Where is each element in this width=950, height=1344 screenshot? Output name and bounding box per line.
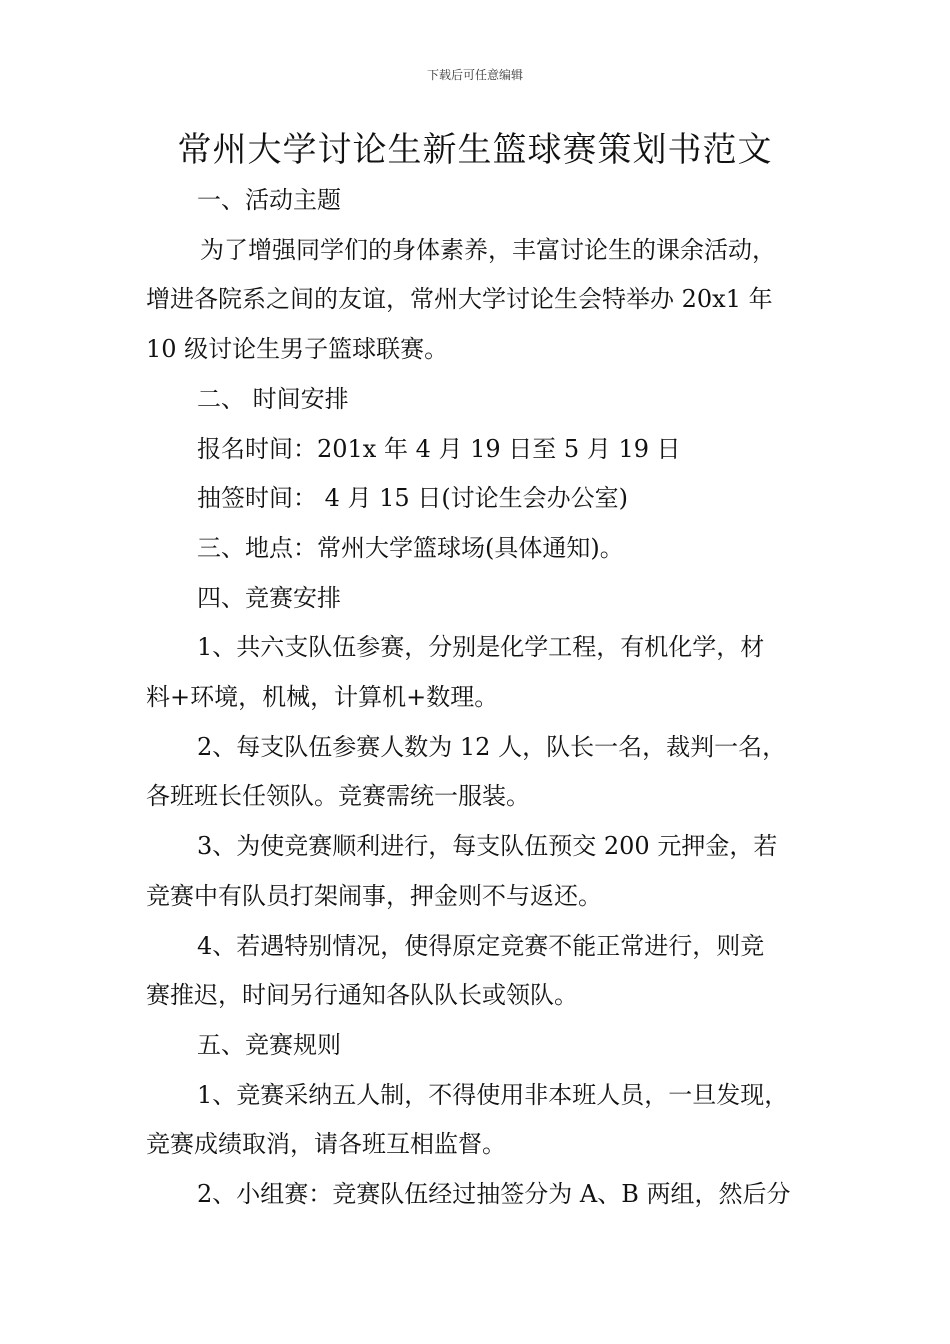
paragraph-line: 2、小组赛：竞赛队伍经过抽签分为 A、B 两组，然后分 — [197, 1180, 791, 1209]
section-heading-schedule: 二、 时间安排 — [197, 384, 349, 413]
paragraph-line: 竞赛成绩取消，请各班互相监督。 — [146, 1130, 506, 1159]
header-note: 下载后可任意编辑 — [426, 68, 523, 82]
section-heading-location: 三、地点：常州大学篮球场(具体通知)。 — [197, 533, 624, 562]
paragraph-line: 为了增强同学们的身体素养，丰富讨论生的课余活动， — [200, 235, 776, 264]
paragraph-line: 增进各院系之间的友谊，常州大学讨论生会特举办 20x1 年 — [146, 285, 773, 314]
paragraph-line: 竞赛中有队员打架闹事，押金则不与返还。 — [146, 881, 602, 910]
paragraph-line: 报名时间：201x 年 4 月 19 日至 5 月 19 日 — [197, 434, 681, 463]
paragraph-line: 赛推迟，时间另行通知各队队长或领队。 — [146, 981, 578, 1010]
section-heading-theme: 一、活动主题 — [197, 186, 341, 214]
paragraph-line: 1、竞赛采纳五人制，不得使用非本班人员，一旦发现， — [197, 1080, 789, 1109]
paragraph-line: 各班班长任领队。竞赛需统一服装。 — [146, 782, 530, 811]
section-heading-arrangement: 四、竞赛安排 — [197, 583, 341, 612]
paragraph-line: 1、共六支队伍参赛，分别是化学工程，有机化学，材 — [197, 633, 765, 662]
paragraph-line: 抽签时间： 4 月 15 日(讨论生会办公室) — [197, 484, 629, 513]
document-body — [146, 176, 826, 1220]
paragraph-line: 10 级讨论生男子篮球联赛。 — [146, 335, 449, 364]
paragraph-line: 3、为使竞赛顺利进行，每支队伍预交 200 元押金，若 — [197, 832, 778, 861]
paragraph-line: 料+环境，机械，计算机+数理。 — [146, 683, 499, 712]
paragraph-line: 4、若遇特别情况，使得原定竞赛不能正常进行，则竞 — [197, 931, 765, 960]
section-heading-rules: 五、竞赛规则 — [197, 1030, 341, 1059]
paragraph-line: 2、每支队伍参赛人数为 12 人，队长一名，裁判一名， — [197, 732, 787, 761]
document-title: 常州大学讨论生新生篮球赛策划书范文 — [177, 130, 773, 170]
